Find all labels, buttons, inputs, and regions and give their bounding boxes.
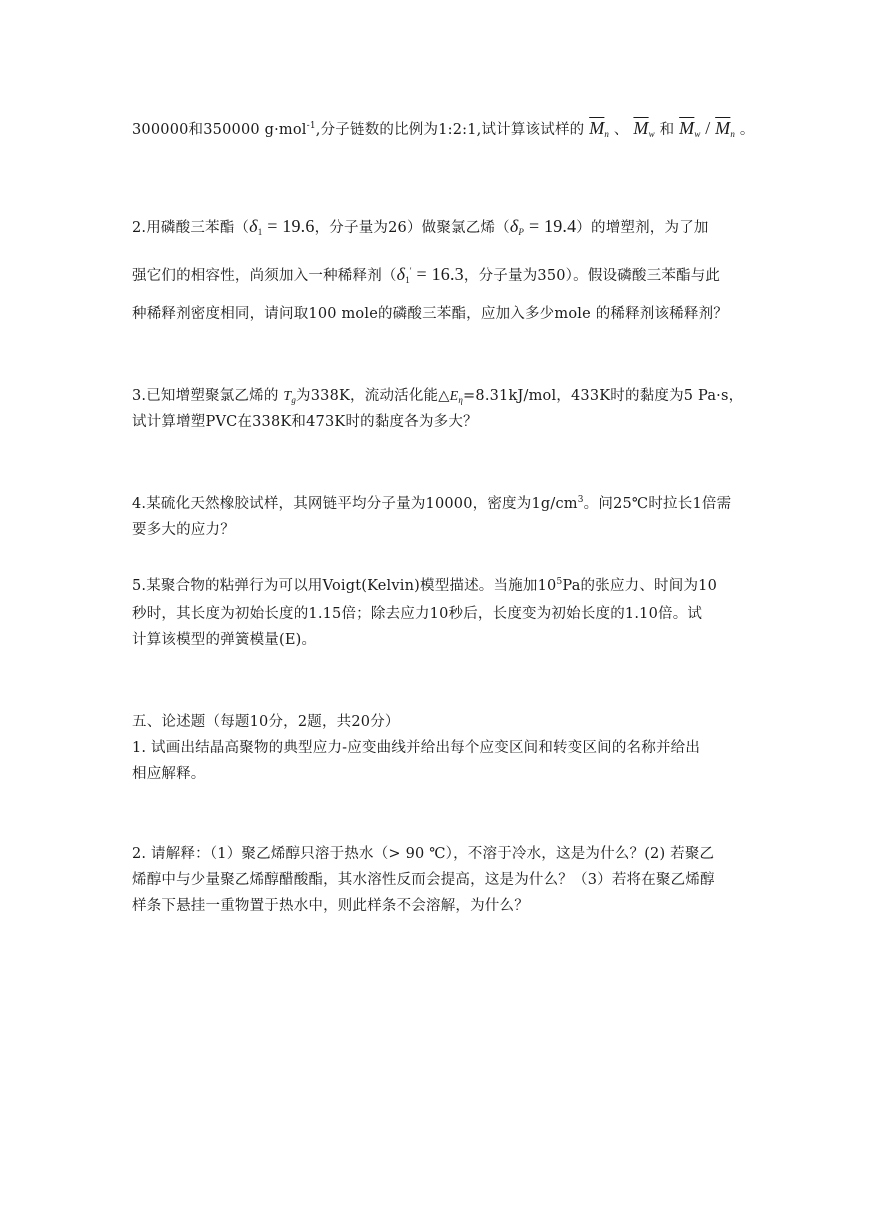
q3-line1: 3.已知增塑聚氯乙烯的 $T_g$为338K，流动活化能$\triangle E_\eta=8.31kJ$/mol，433K时的黏度为5 Pa·s， <box>132 388 744 405</box>
q5-line3: 计算该模型的弹簧模量(E)。 <box>132 632 317 648</box>
q2-line2: 强它们的相容性，尚须加入一种稀释剂（$\delta_1' = 16.3$，分子量为350）。假设磷酸三苯酯与此 <box>132 264 721 285</box>
s5-q2-line1: 2. 请解释：（1）聚乙烯醇只溶于热水（> 90 ℃），不溶于冷水，这是为什么？(2) 若聚乙 <box>132 846 715 862</box>
section5-title: 五、论述题（每题10分，2题，共20分） <box>132 714 400 730</box>
q2-line3: 种稀释剂密度相同，请问取100 mole的磷酸三苯酯，应加入多少mole 的稀释剂该稀释剂？ <box>132 306 728 322</box>
q4-line2: 要多大的应力？ <box>132 522 235 538</box>
q2-line1: 2.用磷酸三苯酯（$\delta_1 = 19.6$，分子量为26）做聚氯乙烯$(\delta_P = 19.4)$的增塑剂，为了加 <box>132 216 709 237</box>
s5-q1-line1: 1. 试画出结晶高聚物的典型应力-应变曲线并给出每个应变区间和转变区间的名称并给出 <box>132 740 701 756</box>
q5-line2: 秒时，其长度为初始长度的1.15倍；除去应力10秒后，长度变为初始长度的1.10倍。试 <box>132 606 703 622</box>
q4-line1: 4.某硫化天然橡胶试样，其网链平均分子量为10000，密度为$1g/cm^3$。问25℃时拉长1倍需 <box>132 495 732 512</box>
mw-over-mn-symbol: $\overline{M}_w / \overline{M}_n$ <box>679 118 736 139</box>
q3-line2: 试计算增塑PVC在338K和473K时的黏度各为多大？ <box>132 414 478 430</box>
s5-q2-line3: 样条下悬挂一重物置于热水中，则此样条不会溶解，为什么？ <box>132 898 529 914</box>
mn-symbol: $\overline{M}_n$ <box>589 118 610 139</box>
s5-q1-line2: 相应解释。 <box>132 766 206 782</box>
q5-line1: 5.某聚合物的粘弹行为可以用Voigt(Kelvin)模型描述。当施加$10^5Pa$的张应力、时间为10 <box>132 577 717 594</box>
mw-symbol: $\overline{M}_w$ <box>633 118 655 139</box>
delta1-prime-symbol: $\delta_1'$ <box>396 264 412 285</box>
deltaP-symbol: $\delta_P$ <box>509 216 525 237</box>
p1-line1: 300000和350000 g·mol$^{-1}$,分子链数的比例为1:2:1,试计算该试样的 $\overline{M}_n$ 、 $\overline{M}_w$ 和 $\overline{M}_w / \overline{M}_n$ 。 <box>132 118 755 139</box>
s5-q2-line2: 烯醇中与少量聚乙烯醇醋酸酯，其水溶性反而会提高，这是为什么？（3）若将在聚乙烯醇 <box>132 872 715 888</box>
delta1-symbol: $\delta_1$ <box>249 216 263 237</box>
